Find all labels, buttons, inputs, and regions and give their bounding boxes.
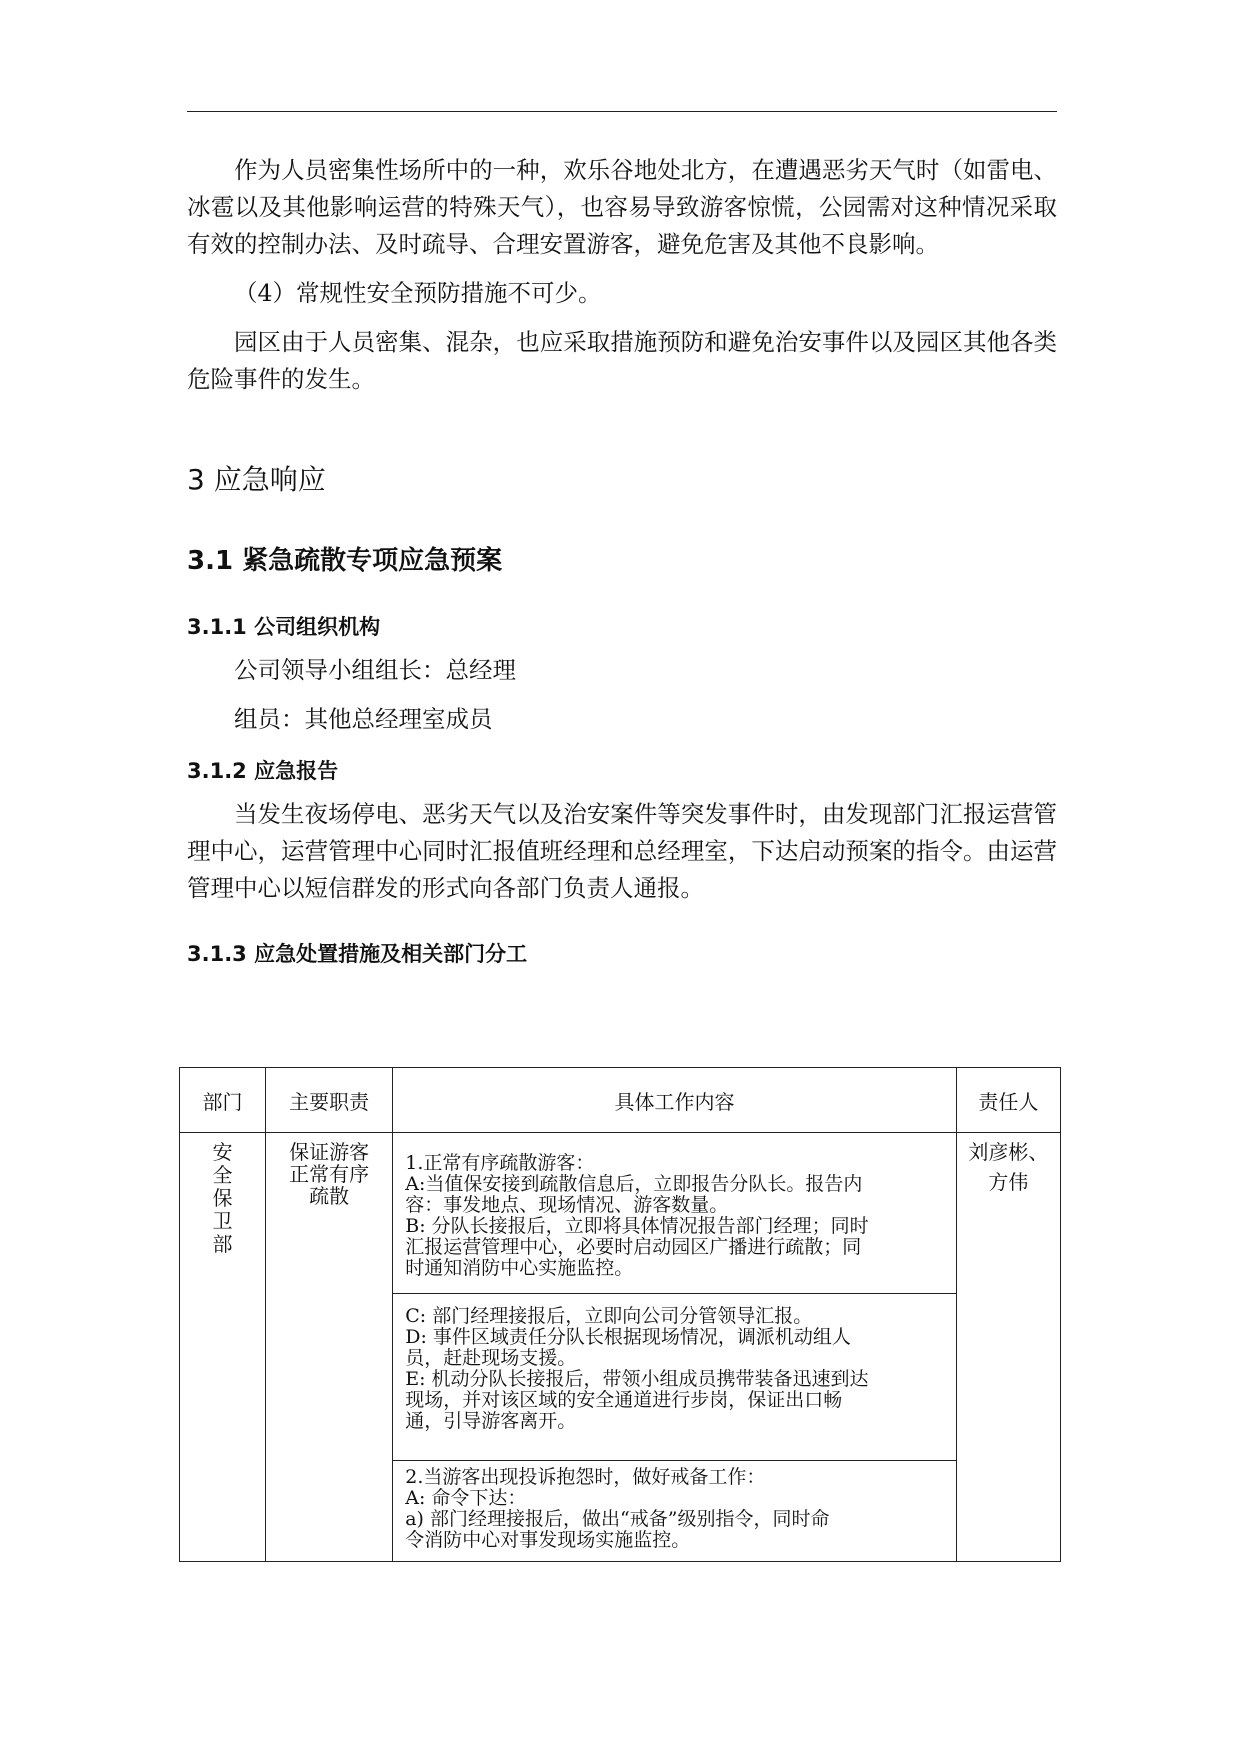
header-owner: 责任人: [956, 1068, 1060, 1133]
table-header-row: [180, 1068, 1061, 1133]
org-leader: 公司领导小组组长：总经理: [234, 656, 516, 684]
work-line: D: 事件区域责任分队长根据现场情况，调派机动组人: [405, 1326, 851, 1348]
work-line: 时通知消防中心实施监控。: [405, 1257, 634, 1279]
paragraph-park-security: 园区由于人员密集、混杂，也应采取措施预防和避免治安事件以及园区其他各类危险事件的发生。: [187, 328, 1057, 393]
responsibility-line: 正常有序: [289, 1162, 370, 1186]
heading-org-structure: 3.1.1 公司组织机构: [187, 615, 381, 639]
table-row: [180, 1133, 1061, 1562]
dept-char: 保: [212, 1186, 233, 1210]
work-line: 1.正常有序疏散游客：: [405, 1152, 595, 1174]
work-segment-2: [393, 1294, 956, 1461]
owner-line: 方伟: [988, 1170, 1029, 1194]
work-line: a) 部门经理接报后，做出“戒备”级别指令，同时命: [405, 1508, 830, 1530]
header-rule: [187, 111, 1057, 112]
dept-char: 卫: [212, 1209, 233, 1233]
header-responsibility: 主要职责: [266, 1068, 393, 1133]
heading-measures: 3.1.3 应急处置措施及相关部门分工: [187, 942, 528, 966]
work-line: A:当值保安接到疏散信息后，立即报告分队长。报告内: [405, 1173, 863, 1195]
work-content-cell: [393, 1133, 957, 1562]
paragraph-weather: 作为人员密集性场所中的一种，欢乐谷地处北方，在遭遇恶劣天气时（如雷电、冰雹以及其他影响运营的特殊天气），也容易导致游客惊慌，公园需对这种情况采取有效的控制办法、及时疏导、合理安置游客，避免危害及其他不良影响。: [187, 156, 1057, 258]
work-segment-1: [393, 1133, 956, 1294]
owner-line: 刘彦彬、: [968, 1140, 1049, 1164]
work-line: 容：事发地点、现场情况、游客数量。: [405, 1194, 729, 1216]
heading-emergency-response: 3 应急响应: [187, 463, 326, 496]
dept-char: 安: [212, 1140, 233, 1164]
work-line: E: 机动分队长接报后，带领小组成员携带装备迅速到达: [405, 1368, 869, 1390]
work-line: 2.当游客出现投诉抱怨时，做好戒备工作：: [405, 1466, 766, 1488]
work-line: A: 命令下达：: [405, 1487, 527, 1509]
owner-cell: [956, 1133, 1060, 1562]
work-line: 汇报运营管理中心，必要时启动园区广播进行疏散；同: [405, 1236, 862, 1258]
work-line: B: 分队长接报后，立即将具体情况报告部门经理；同时: [405, 1215, 869, 1237]
paragraph-report: 当发生夜场停电、恶劣天气以及治安案件等突发事件时，由发现部门汇报运营管理中心，运营管理中心同时汇报值班经理和总经理室，下达启动预案的指令。由运营管理中心以短信群发的形式向各部门负责人通报。: [187, 800, 1057, 902]
org-members: 组员：其他总经理室成员: [234, 705, 493, 733]
header-dept: 部门: [180, 1068, 266, 1133]
duty-table: [179, 1067, 1061, 1562]
dept-cell: [180, 1133, 266, 1562]
work-line: 通，引导游客离开。: [405, 1410, 577, 1432]
responsibility-cell: [266, 1133, 393, 1562]
work-segment-3: [393, 1461, 956, 1561]
work-line: 员，赶赴现场支援。: [405, 1347, 577, 1369]
dept-char: 全: [212, 1163, 233, 1187]
responsibility-line: 疏散: [309, 1184, 350, 1208]
document-body: [187, 152, 1057, 979]
heading-evacuation-plan: 3.1 紧急疏散专项应急预案: [187, 546, 503, 576]
work-line: 现场，并对该区域的安全通道进行步岗，保证出口畅: [405, 1389, 843, 1411]
work-line: C: 部门经理接报后，立即向公司分管领导汇报。: [405, 1305, 813, 1327]
heading-emergency-report: 3.1.2 应急报告: [187, 759, 339, 783]
responsibility-line: 保证游客: [289, 1140, 370, 1164]
header-work-content: 具体工作内容: [393, 1068, 957, 1133]
dept-char: 部: [212, 1232, 233, 1256]
work-line: 令消防中心对事发现场实施监控。: [405, 1529, 691, 1551]
paragraph-safety-measures: （4）常规性安全预防措施不可少。: [234, 279, 602, 307]
